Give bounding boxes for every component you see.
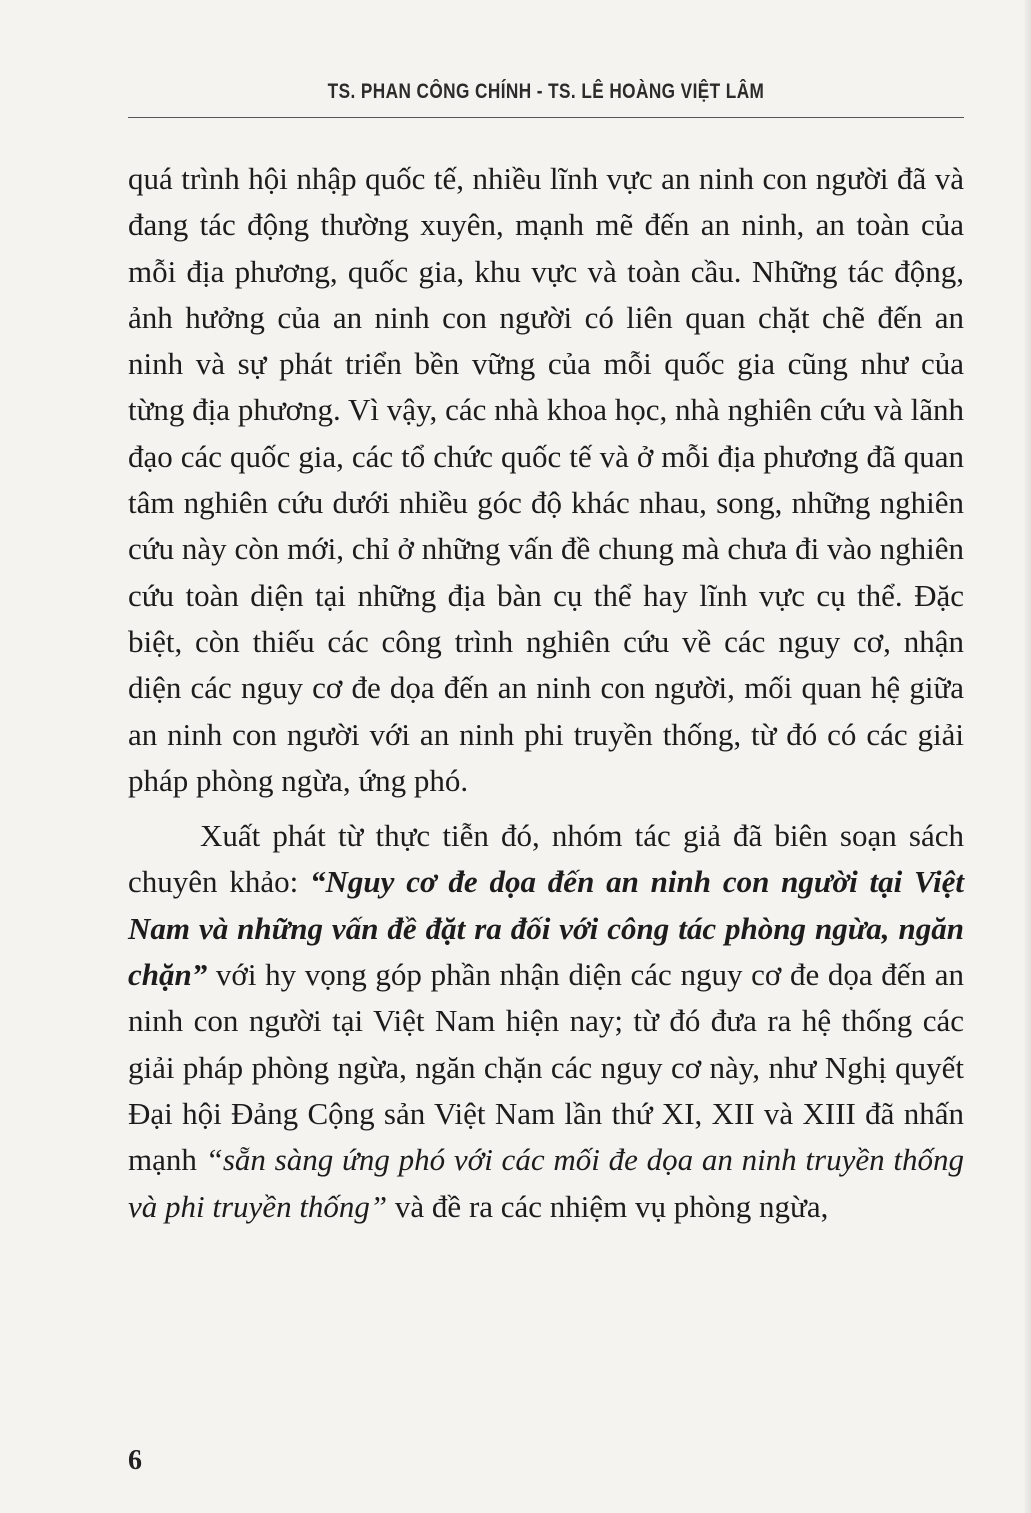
running-head: TS. PHAN CÔNG CHÍNH - TS. LÊ HOÀNG VIỆT LÂM [327, 80, 765, 103]
header-divider [128, 117, 964, 118]
book-title: “Nguy cơ đe dọa đến an ninh con người tại Việt Nam và những vấn đề đặt ra đối với công tác phòng ngừa, ngăn chặn” [128, 864, 964, 993]
body-text [128, 156, 964, 1230]
party-resolution-quote: “sẵn sàng ứng phó với các mối đe dọa an ninh truyền thống và phi truyền thống” [128, 1142, 964, 1224]
page-number: 6 [128, 1445, 142, 1476]
paragraph-2-text-b: với hy vọng góp phần nhận diện các nguy cơ đe dọa đến an ninh con người tại Việt Nam hiện nay; từ đó đưa ra hệ thống các giải pháp phòng ngừa, ngăn chặn các nguy cơ này, như Nghị quyết Đại hội Đảng Cộng sản Việt Nam lần thứ XI, XII và XIII đã nhấn mạnh [128, 957, 964, 1178]
paragraph-1: quá trình hội nhập quốc tế, nhiều lĩnh vực an ninh con người đã và đang tác động thường xuyên, mạnh mẽ đến an ninh, an toàn của mỗi địa phương, quốc gia, khu vực và toàn cầu. Những tác động, ảnh hưởng của an ninh con người có liên quan chặt chẽ đến an ninh và sự phát triển bền vững của mỗi quốc gia cũng như của từng địa phương. Vì vậy, các nhà khoa học, nhà nghiên cứu và lãnh đạo các quốc gia, các tổ chức quốc tế và ở mỗi địa phương đã quan tâm nghiên cứu dưới nhiều góc độ khác nhau, song, những nghiên cứu này còn mới, chỉ ở những vấn đề chung mà chưa đi vào nghiên cứu toàn diện tại những địa bàn cụ thể hay lĩnh vực cụ thể. Đặc biệt, còn thiếu các công trình nghiên cứu về các nguy cơ, nhận diện các nguy cơ đe dọa đến an ninh con người, mối quan hệ giữa an ninh con người với an ninh phi truyền thống, từ đó có các giải pháp phòng ngừa, ứng phó. [128, 161, 964, 798]
page-edge-shadow [1023, 0, 1031, 1513]
paragraph-2-text-a: Xuất phát từ thực tiễn đó, nhóm tác giả đã biên soạn sách chuyên khảo: [128, 818, 964, 900]
paragraph-2 [128, 813, 964, 1230]
paragraph-2-text-c: và đề ra các nhiệm vụ phòng ngừa, [387, 1188, 829, 1224]
